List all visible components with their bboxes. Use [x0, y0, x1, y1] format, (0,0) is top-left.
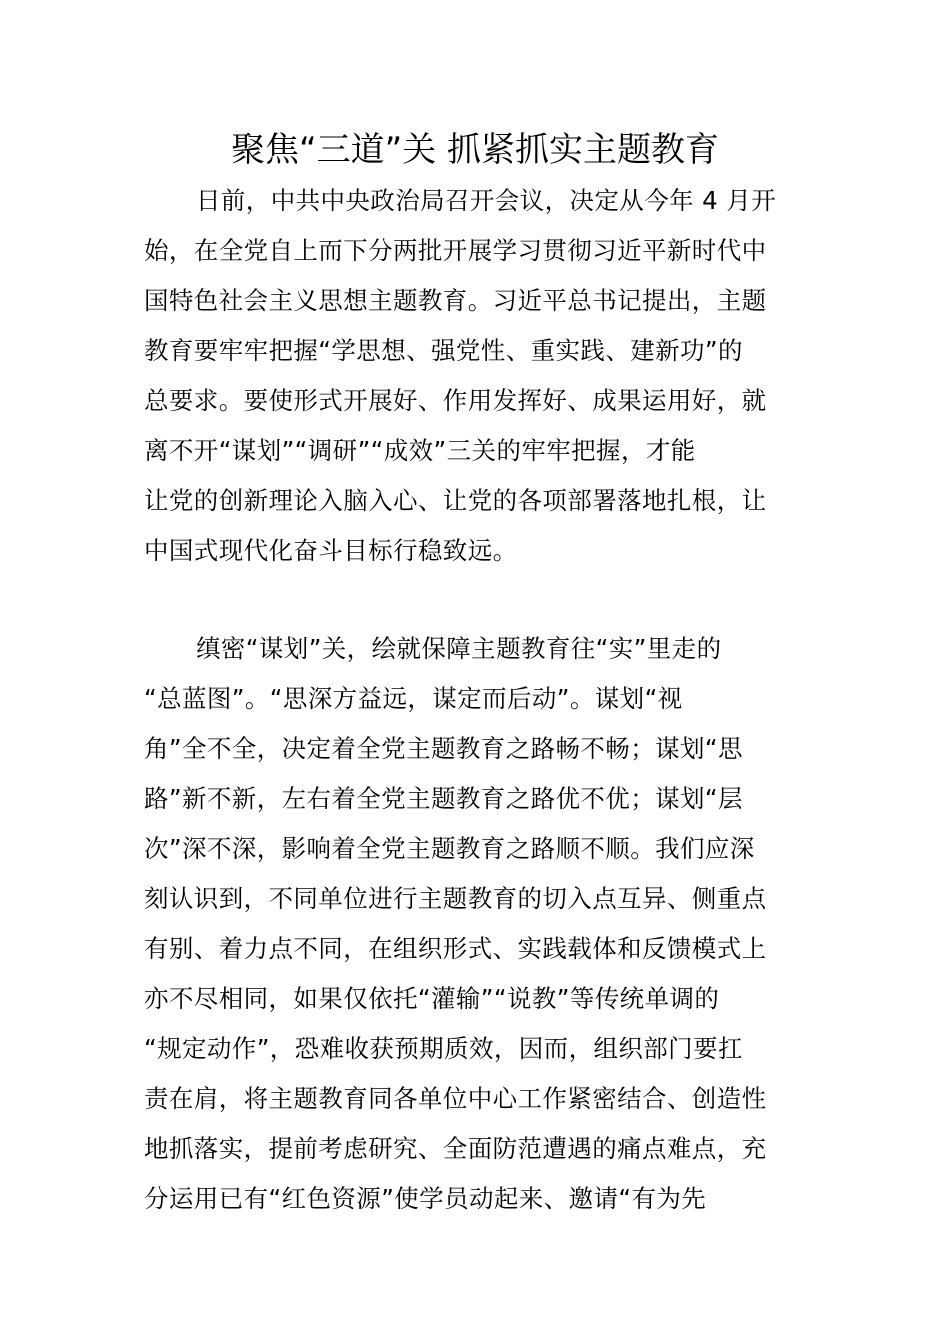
text-line: 地抓落实，提前考虑研究、全面防范遭遇的痛点难点，充 — [144, 1134, 767, 1163]
text-line: 分运用已有“红色资源”使学员动起来、邀请“有为先 — [144, 1184, 707, 1213]
text-line: 离不开“谋划”“调研”“成效”三关的牢牢把握，才能 — [144, 436, 696, 465]
text-line: 中国式现代化奋斗目标行稳致远。 — [144, 536, 518, 565]
text-line: 国特色社会主义思想主题教育。习近平总书记提出，主题 — [144, 286, 767, 315]
text-line: 亦不尽相同，如果仅依托“灌输”“说教”等传统单调的 — [144, 984, 720, 1013]
text-line: 教育要牢牢把握“学思想、强党性、重实践、建新功”的 — [144, 336, 743, 365]
text-line: 让党的创新理论入脑入心、让党的各项部署落地扎根，让 — [144, 486, 767, 515]
text-line: 总要求。要使形式开展好、作用发挥好、成果运用好，就 — [144, 386, 767, 415]
text-line: 刻认识到，不同单位进行主题教育的切入点互异、侧重点 — [144, 884, 767, 913]
text-line: 次”深不深，影响着全党主题教育之路顺不顺。我们应深 — [144, 834, 755, 863]
text-line: 日前，中共中央政治局召开会议，决定从今年 4 月开 — [196, 186, 777, 215]
page-title: 聚焦“三道”关 抓紧抓实主题教育 — [230, 130, 720, 170]
paragraph-1 — [144, 176, 809, 576]
text-line: 角”全不全，决定着全党主题教育之路畅不畅；谋划“思 — [144, 734, 743, 763]
text-line: 有别、着力点不同，在组织形式、实践载体和反馈模式上 — [144, 934, 767, 963]
text-line: “总蓝图”。“思深方益远，谋定而后动”。谋划“视 — [144, 684, 683, 713]
text-line: 缜密“谋划”关，绘就保障主题教育往“实”里走的 — [196, 634, 722, 663]
paragraph-2 — [144, 624, 809, 1224]
text-line: 始，在全党自上而下分两批开展学习贯彻习近平新时代中 — [144, 236, 767, 265]
text-line: 路”新不新，左右着全党主题教育之路优不优；谋划“层 — [144, 784, 743, 813]
text-line: 责在肩，将主题教育同各单位中心工作紧密结合、创造性 — [144, 1084, 767, 1113]
text-line: “规定动作”，恐难收获预期质效，因而，组织部门要扛 — [144, 1034, 743, 1063]
